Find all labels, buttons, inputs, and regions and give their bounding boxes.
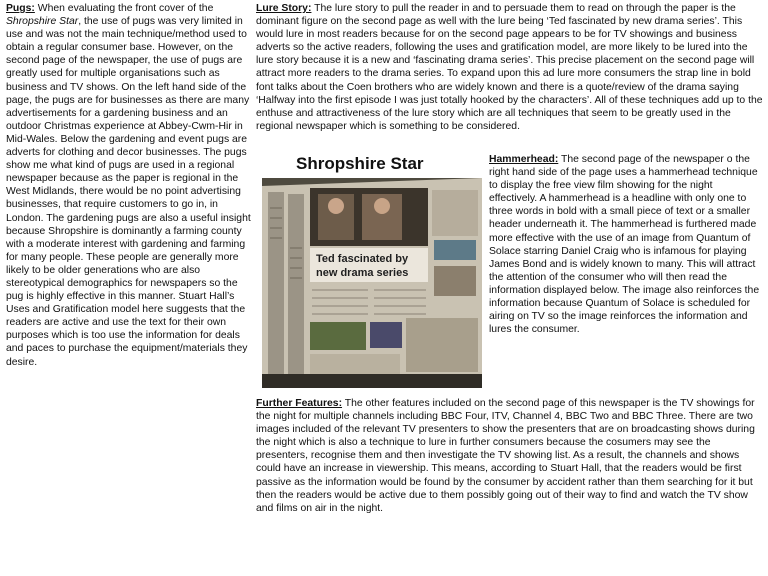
pugs-publication: Shropshire Star: [6, 16, 79, 28]
image-caption: Shropshire Star: [296, 154, 424, 173]
pugs-heading: Pugs:: [6, 3, 35, 14]
newspaper-photo: [262, 178, 482, 388]
photo-headline-2: new drama series: [316, 267, 409, 279]
further-heading: Further Features:: [256, 398, 343, 409]
pugs-text-2: , the use of pugs was very limited in use and was not the main technique/method used to obtain a regular consumer base. However, on the second page of the newspaper, the use of pugs are greatly used for multiple organisations such as business and TV shows. On the left hand side of the page, the pugs are for businesses as there are many advertisements for a gardening business and an outdoor Christmas experience at Abbey-Cwm-Hir in Mid-Wales. Below the gardening and event pugs are adverts for clothing and decor businesses. The pugs show me what kind of pugs are used in a regional newspaper because as the paper is regional in the West Midlands, there would be no point advertising businesses, that require customers to go in, in London. The gardening pugs are also a useful insight because Shropshire is dominantly a farming county with a moderate interest with gardening and farming for many people. These people are generally more likely to be older generations who are also stereotypical demographics for newspapers so the pug is highly effective in this manner. Stuart Hall’s Uses and Gratification model here suggests that the readers are active and use the text for their own purposes which is too use the information for deals and paces to purchase the equipment/materials they desire.: [6, 16, 251, 368]
further-text: The other features included on the second page of this newspaper is the TV showings for the night for multiple channels including BBC Four, ITV, Channel 4, BBC Two and BBC Three. There are two images included of the relevant TV presenters to show the presenters that are on broadcasting shows during the night which is also a technique to lure in further consumers because the cosumers may see the presenters, recognise them and then investigate the TV showing list. As a result, the channels and shows could have an increase in viewership. This means, according to Stuart Hall, that the readers would be first passive as the information would be found by the consumer by accident rather than them searching for it but then the readers would be active due to them possibly going out of their way to find and watch the TV show and films on air in the night.: [256, 398, 755, 514]
hammerhead-heading: Hammerhead:: [489, 154, 559, 165]
lure-story-section: [256, 2, 764, 133]
lure-heading: Lure Story:: [256, 3, 312, 14]
pugs-text-1: When evaluating the front cover of the: [34, 3, 214, 14]
photo-headline-1: Ted fascinated by: [316, 253, 409, 265]
hammerhead-text: The second page of the newspaper o the right hand side of the page uses a hammerhead technique to display the free view film showing for the night effectively. A hammerhead is a headline with only one to three words in bold with a small piece of text or a smaller header underneath it. The hammerhead is furthered made more effective with the use of an image from Quantum of Solace starring Daniel Craig who is infamous for playing James Bond and is widely known to many. This will attract the attention of the consumer who will then read the information displayed below. The image also reinforces the information because Quantum of Solace is scheduled for airing on TV so the image reinforces the information and lures the consumer.: [489, 154, 760, 336]
pugs-section: [6, 2, 252, 369]
further-features-section: [256, 397, 764, 515]
hammerhead-section: [489, 153, 762, 336]
lure-text: The lure story to pull the reader in and to persuade them to read on through the paper is the dominant figure on the second page as well with the lure being ‘Ted fascinated by new drama series’. This would lure in most readers because for on the second page appears to be for TV showings and business adverts so the active readers, following the uses and gratification model, are more likely to be lured into the lure story because it is a new and ‘fascinating drama series’. This precise placement on the second page will attract more readers to the drama series. To expand upon this ad lure more consumers the strap line in bold font talks about the Coen brothers who are widely known and there is a quote/review of the drama saying ‘Halfway into the first episode I was just totally hooked by the characters’. All of these techniques add up to the enthuse and attractiveness of the lure story which are all techniques that seem to be greatly used in the regional newspaper which is something to be considered.: [256, 3, 763, 132]
newspaper-photo-illustration: [262, 178, 482, 388]
